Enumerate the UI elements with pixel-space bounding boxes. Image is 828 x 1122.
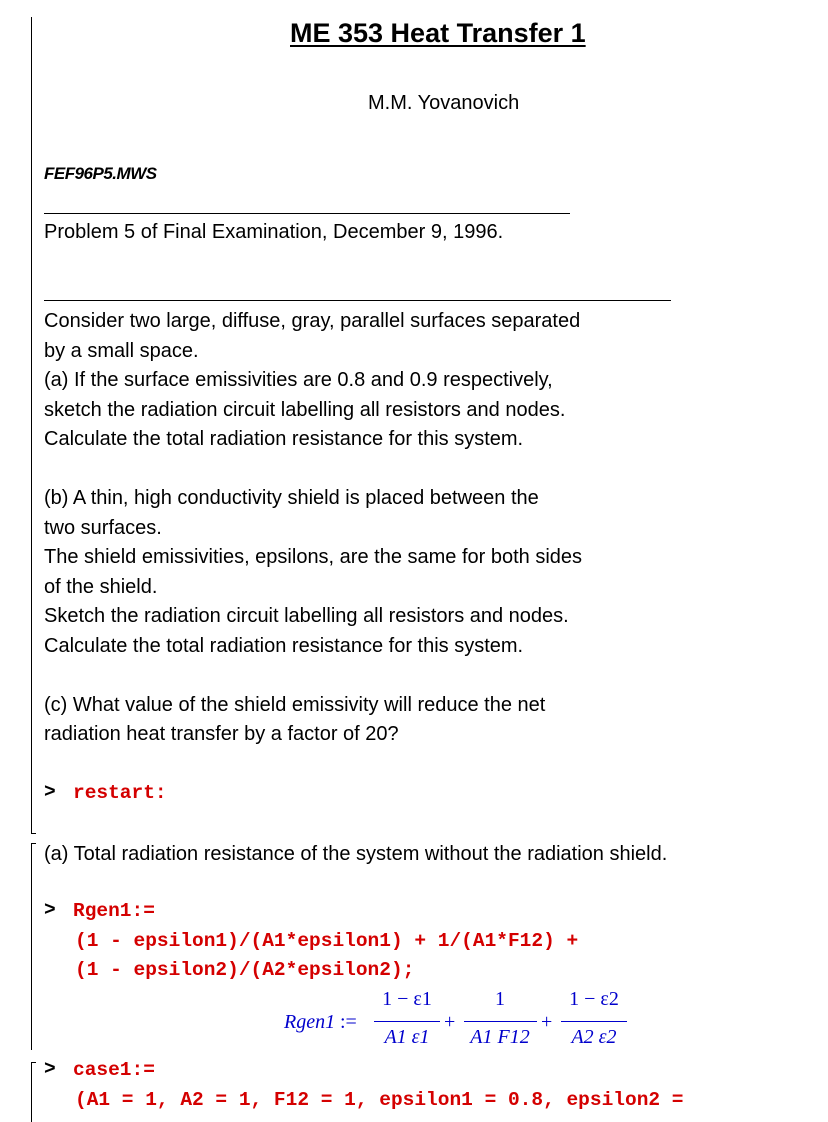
code-line: case1:= [73,1059,155,1081]
problem-line: of the shield. [44,575,158,598]
filename: FEF96P5.MWS [44,164,157,183]
numerator: 1 − ε1 [382,988,432,1010]
problem-line: Calculate the total radiation resistance for this system. [44,634,524,657]
denominator: A1 ε1 [384,1026,430,1048]
fraction-term-2 [462,988,538,1011]
problem-line: two surfaces. [44,516,162,539]
denominator: A2 ε2 [571,1026,617,1048]
problem-line [44,455,582,485]
problem-line: (b) A thin, high conductivity shield is placed between the [44,487,539,509]
author: M.M. Yovanovich [368,92,520,114]
fraction-bar [374,1021,440,1022]
output-lhs: Rgen1 [284,1011,336,1033]
problem-line: radiation heat transfer by a factor of 20? [44,723,399,745]
numerator: 1 [495,988,505,1010]
problem-line: The shield emissivities, epsilons, are the same for both sides [44,546,583,568]
code-line: (1 - epsilon2)/(A2*epsilon2); [75,959,415,981]
group-bracket-1-end [31,833,36,834]
divider-1 [44,213,570,214]
problem-line: Calculate the total radiation resistance for this system. [44,428,524,450]
fraction-bar [561,1021,627,1022]
code-line: (1 - epsilon1)/(A1*epsilon1) + 1/(A1*F12) + [75,929,579,952]
fraction-term-2-den [462,1026,538,1049]
section-a-heading: (a) Total radiation resistance of the system without the radiation shield. [44,843,668,865]
problem-line: sketch the radiation circuit labelling all resistors and nodes. [44,398,566,421]
group-bracket-2[interactable] [31,843,32,1050]
divider-2 [44,300,671,301]
input-restart[interactable]: restart: [73,782,167,804]
document-title: ME 353 Heat Transfer 1 [290,18,586,48]
input-prompt: > [44,1058,56,1080]
fraction-term-1 [372,988,442,1011]
fraction-term-1-den [372,1026,442,1049]
problem-reference: Problem 5 of Final Examination, December 9, 1996. [44,221,504,243]
problem-line: Consider two large, diffuse, gray, parallel surfaces separated [44,310,581,332]
denominator: A1 F12 [470,1026,530,1048]
problem-statement [44,307,582,750]
problem-line: Sketch the radiation circuit labelling all resistors and nodes. [44,605,569,627]
group-bracket-2-start [31,843,36,844]
plus-sign: + [541,1011,553,1033]
problem-line: (a) If the surface emissivities are 0.8 and 0.9 respectively, [44,369,553,391]
output-assign: := [340,1011,357,1033]
plus-sign: + [444,1011,456,1033]
input-prompt: > [44,781,56,803]
code-line: (A1 = 1, A2 = 1, F12 = 1, epsilon1 = 0.8, epsilon2 = [75,1088,684,1111]
problem-line [44,661,582,691]
fraction-term-3 [559,988,629,1011]
group-bracket-3[interactable] [31,1062,32,1122]
fraction-bar [464,1021,537,1022]
problem-line: by a small space. [44,339,199,362]
input-case1[interactable] [73,1056,684,1115]
input-rgen1[interactable] [73,897,578,986]
input-prompt: > [44,899,56,921]
numerator: 1 − ε2 [569,988,619,1010]
code-line: Rgen1:= [73,900,155,922]
group-bracket-3-start [31,1062,36,1063]
group-bracket-1[interactable] [31,17,32,833]
problem-line: (c) What value of the shield emissivity will reduce the net [44,693,546,716]
fraction-term-3-den [559,1026,629,1049]
